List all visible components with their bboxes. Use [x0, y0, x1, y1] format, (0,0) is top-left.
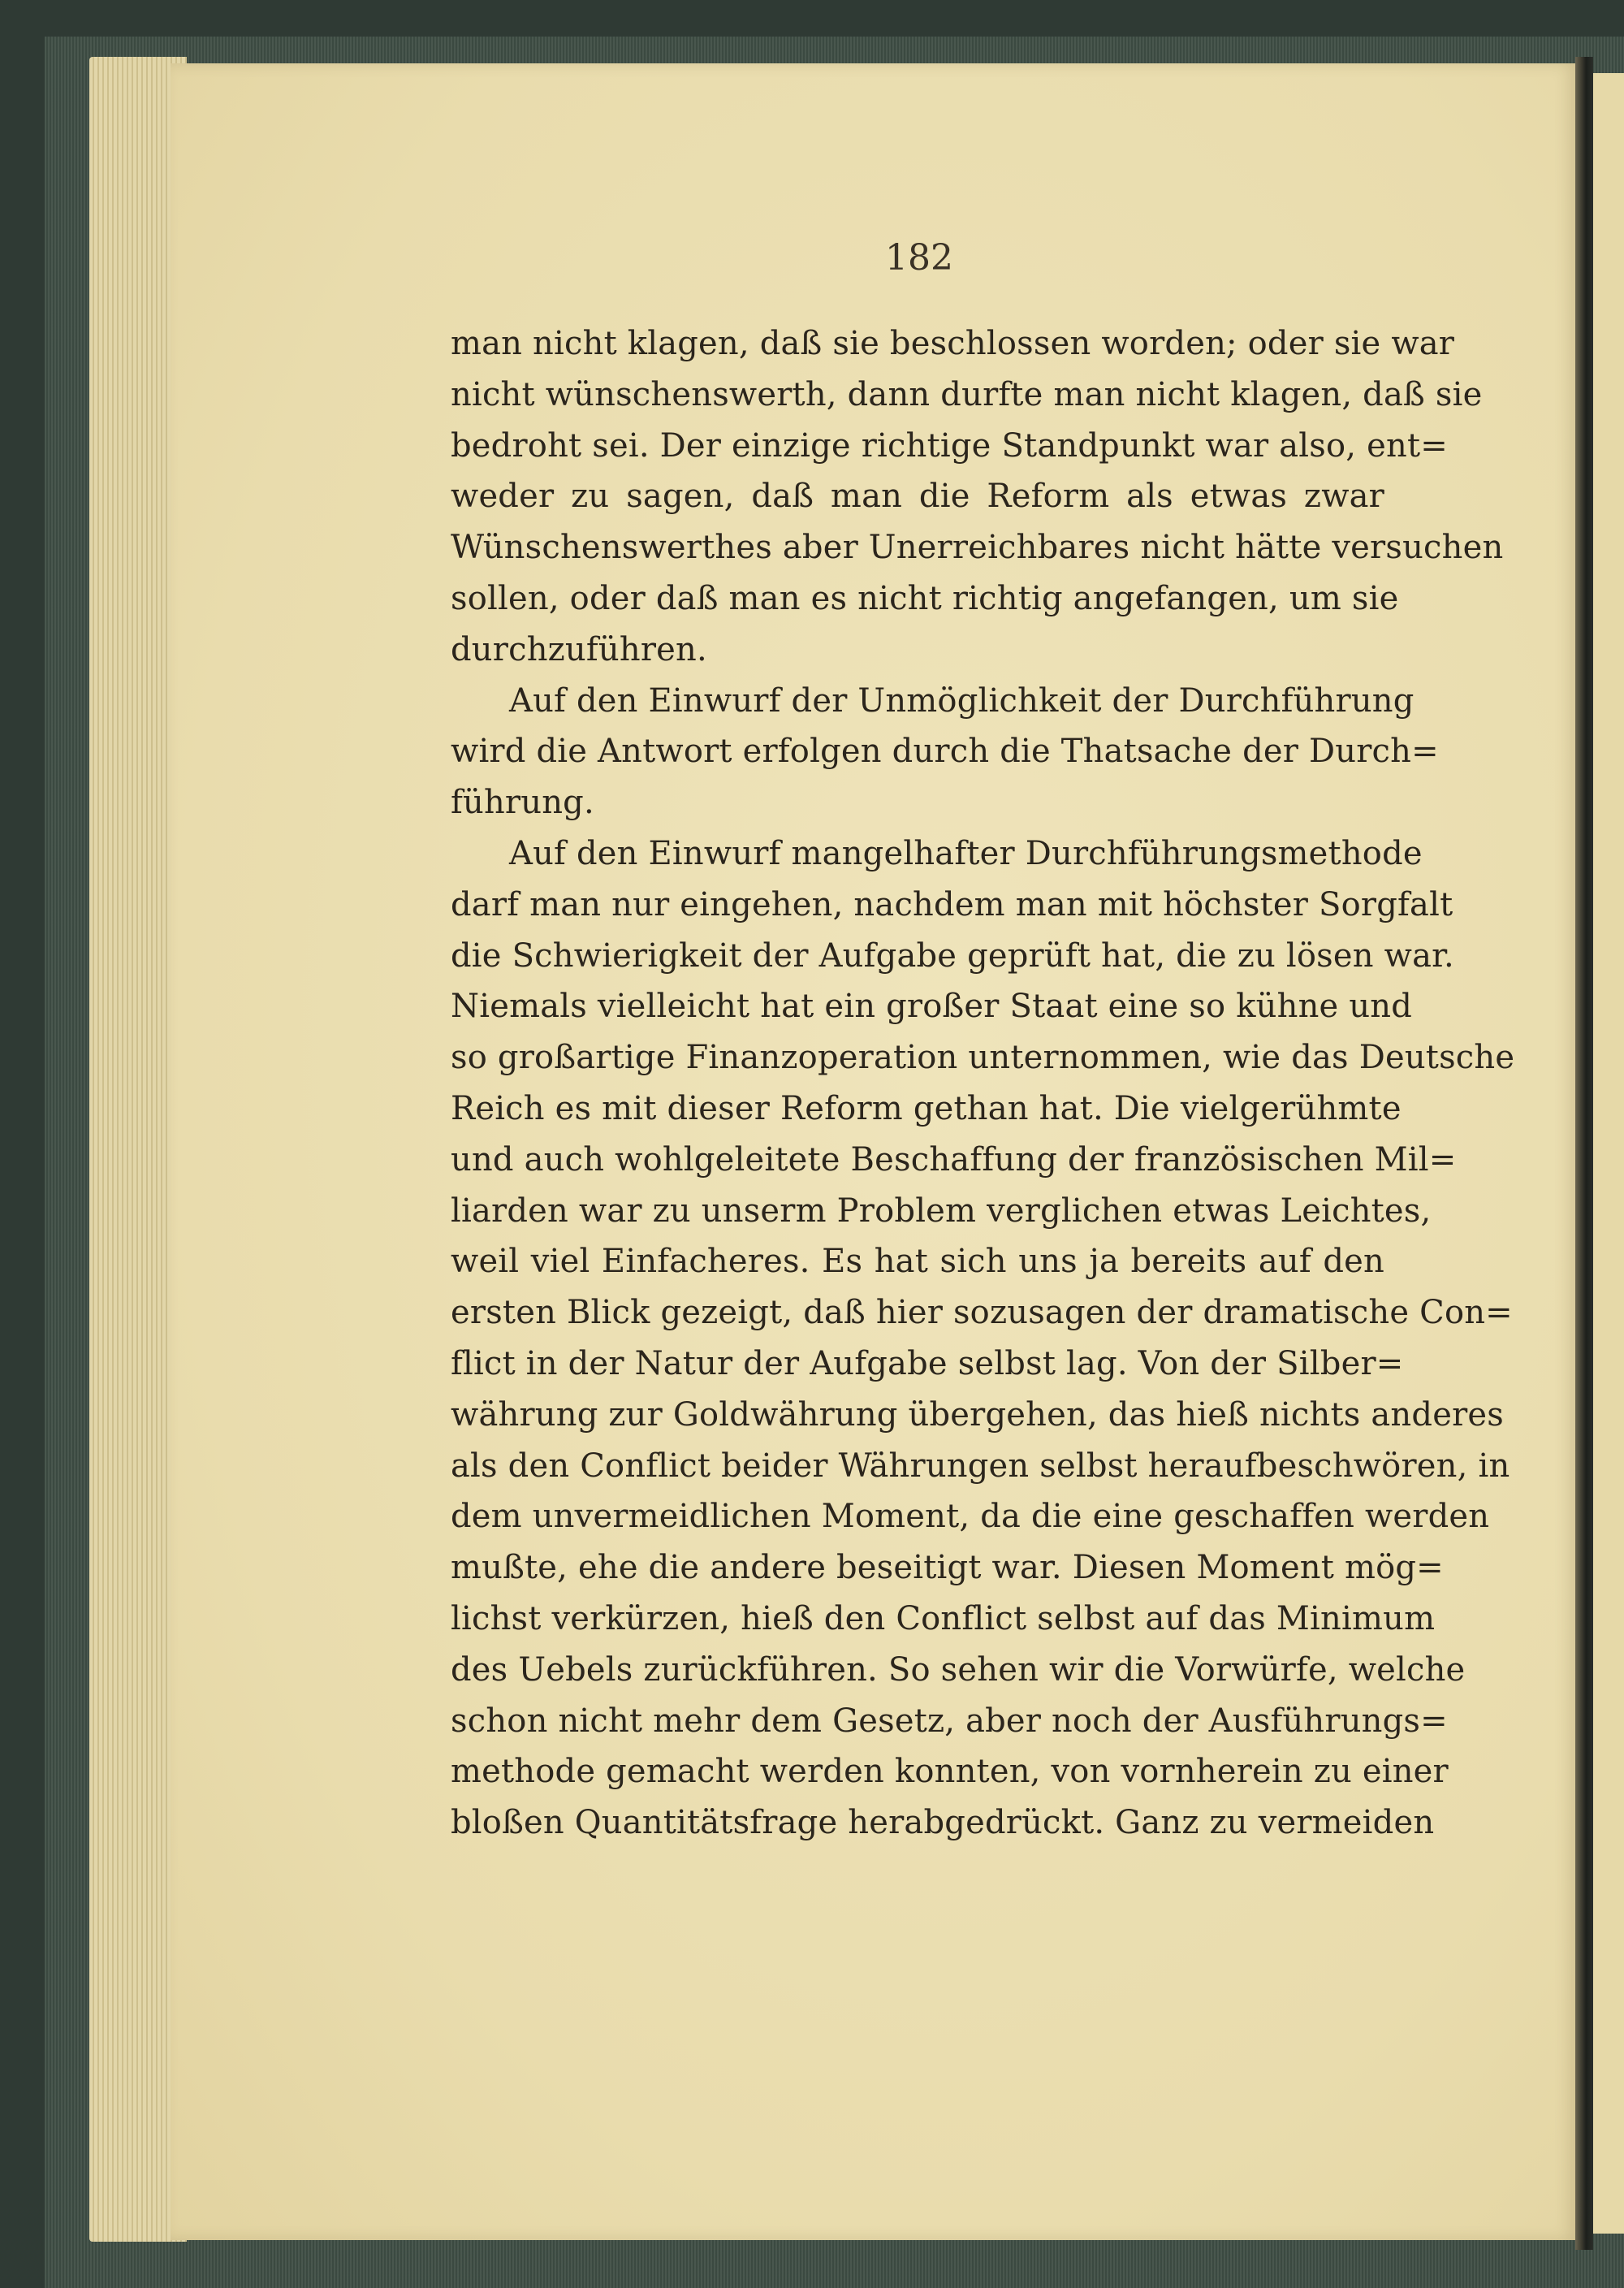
book-gutter [1575, 57, 1593, 2250]
text-line: weder zu sagen, daß man die Reform als etwas zwar [451, 478, 1384, 516]
page-number: 182 [885, 237, 953, 279]
text-line: liarden war zu unserm Problem verglichen etwas Leichtes, [451, 1192, 1432, 1230]
text-line: dem unvermeidlichen Moment, da die eine geschaffen werden [451, 1498, 1490, 1536]
text-line: wird die Antwort erfolgen durch die Thatsache der Durch= [451, 733, 1439, 771]
text-line: schon nicht mehr dem Gesetz, aber noch der Ausführungs= [451, 1702, 1448, 1740]
body-text [451, 318, 1515, 1849]
text-line: nicht wünschenswerth, dann durfte man nicht klagen, daß sie [451, 375, 1483, 413]
text-line: Auf den Einwurf der Unmöglichkeit der Durchführung [509, 681, 1415, 720]
next-page-edge [1593, 73, 1624, 2234]
text-line: Wünschenswerthes aber Unerreichbares nicht hätte versuchen [451, 529, 1504, 567]
text-line: Niemals vielleicht hat ein großer Staat eine so kühne und [451, 988, 1413, 1026]
text-line: und auch wohlgeleitete Beschaffung der französischen Mil= [451, 1140, 1457, 1179]
text-line: mußte, ehe die andere beseitigt war. Diesen Moment mög= [451, 1549, 1444, 1587]
text-line: durchzuführen. [451, 630, 707, 668]
text-line: sollen, oder daß man es nicht richtig angefangen, um sie [451, 579, 1399, 617]
text-line: Reich es mit dieser Reform gethan hat. Die vielgerühmte [451, 1089, 1402, 1127]
text-line: flict in der Natur der Aufgabe selbst lag. Von der Silber= [451, 1344, 1404, 1382]
text-line: so großartige Finanzoperation unternommen, wie das Deutsche [451, 1039, 1515, 1077]
text-line: währung zur Goldwährung übergehen, das hieß nichts anderes [451, 1395, 1504, 1434]
text-line: methode gemacht werden konnten, von vornherein zu einer [451, 1753, 1449, 1791]
text-line: führung. [451, 784, 594, 822]
text-line: des Uebels zurückführen. So sehen wir die Vorwürfe, welche [451, 1650, 1466, 1689]
text-line: weil viel Einfacheres. Es hat sich uns ja bereits auf den [451, 1243, 1384, 1281]
text-line: darf man nur eingehen, nachdem man mit höchster Sorgfalt [451, 885, 1453, 923]
text-line: bloßen Quantitätsfrage herabgedrückt. Ganz zu vermeiden [451, 1804, 1435, 1842]
text-line: Auf den Einwurf mangelhafter Durchführungsmethode [509, 834, 1423, 872]
text-line: ersten Blick gezeigt, daß hier sozusagen der dramatische Con= [451, 1294, 1513, 1332]
text-line: man nicht klagen, daß sie beschlossen worden; oder sie war [451, 325, 1455, 362]
text-line: lichst verkürzen, hieß den Conflict selbst auf das Minimum [451, 1599, 1436, 1637]
text-line: bedroht sei. Der einzige richtige Standpunkt war also, ent= [451, 426, 1448, 465]
text-line: als den Conflict beider Währungen selbst heraufbeschwören, in [451, 1447, 1510, 1485]
text-line: die Schwierigkeit der Aufgabe geprüft hat, die zu lösen war. [451, 936, 1454, 975]
